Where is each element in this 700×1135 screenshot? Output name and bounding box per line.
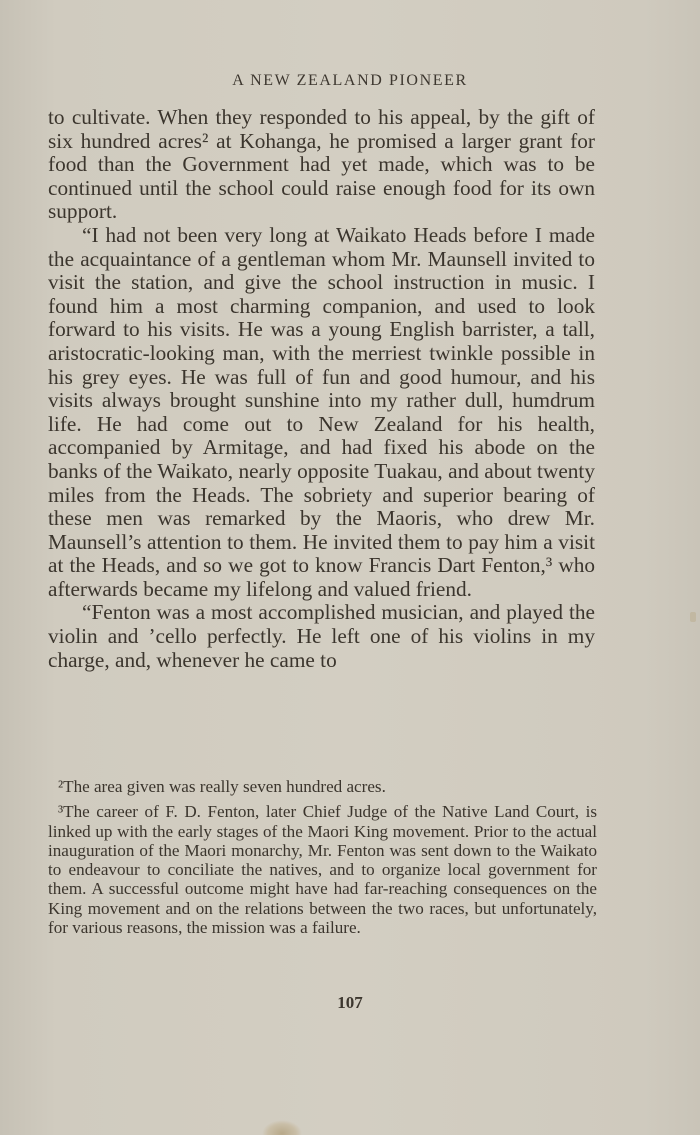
paragraph-3: “Fenton was a most accomplished musician, and played the violin and ’cello perfectly. He left one of his violins in my charge, and, whenever he came to — [48, 600, 595, 672]
paper-blemish-right — [690, 612, 696, 622]
paper-blemish — [262, 1120, 302, 1135]
paragraph-1: to cultivate. When they responded to his appeal, by the gift of six hundred acres² at Kohanga, he promised a larger grant for food than the Government had yet made, which was to be continued until the school could raise enough food for its own support. — [48, 105, 595, 224]
footnote-3: ³The career of F. D. Fenton, later Chief Judge of the Native Land Court, is linked up with the early stages of the Maori King movement. Prior to the actual inauguration of the Maori monarchy, Mr. Fenton was sent down to the Waikato to endeavour to conciliate the natives, and to organize local government for them. A successful outcome might have had far-reaching consequences on the King movement and on the relations between the two races, but unfortunately, for various reasons, the mission was a failure. — [48, 802, 597, 938]
paragraph-2: “I had not been very long at Waikato Heads before I made the acquaintance of a gentleman whom Mr. Maunsell invited to visit the station, and give the school instruction in music. I found him a most charming companion, and used to look forward to his visits. He was a young English barrister, a tall, aristocratic-looking man, with the merriest twinkle possible in his grey eyes. He was full of fun and good humour, and his visits always brought sunshine into my rather dull, humdrum life. He had come out to New Zealand for his health, accompanied by Armitage, and had fixed his abode on the banks of the Waikato, nearly opposite Tuakau, and about twenty miles from the Heads. The sobriety and superior bearing of these men was remarked by the Maoris, who drew Mr. Maunsell’s attention to them. He invited them to pay him a visit at the Heads, and so we got to know Francis Dart Fenton,³ who afterwards became my lifelong and valued friend. — [48, 222, 595, 601]
footnote-2: ²The area given was really seven hundred acres. — [58, 777, 386, 796]
body-text — [48, 106, 595, 672]
page-number: 107 — [337, 993, 363, 1012]
footnotes — [48, 777, 597, 943]
running-head: A NEW ZEALAND PIONEER — [232, 72, 468, 89]
